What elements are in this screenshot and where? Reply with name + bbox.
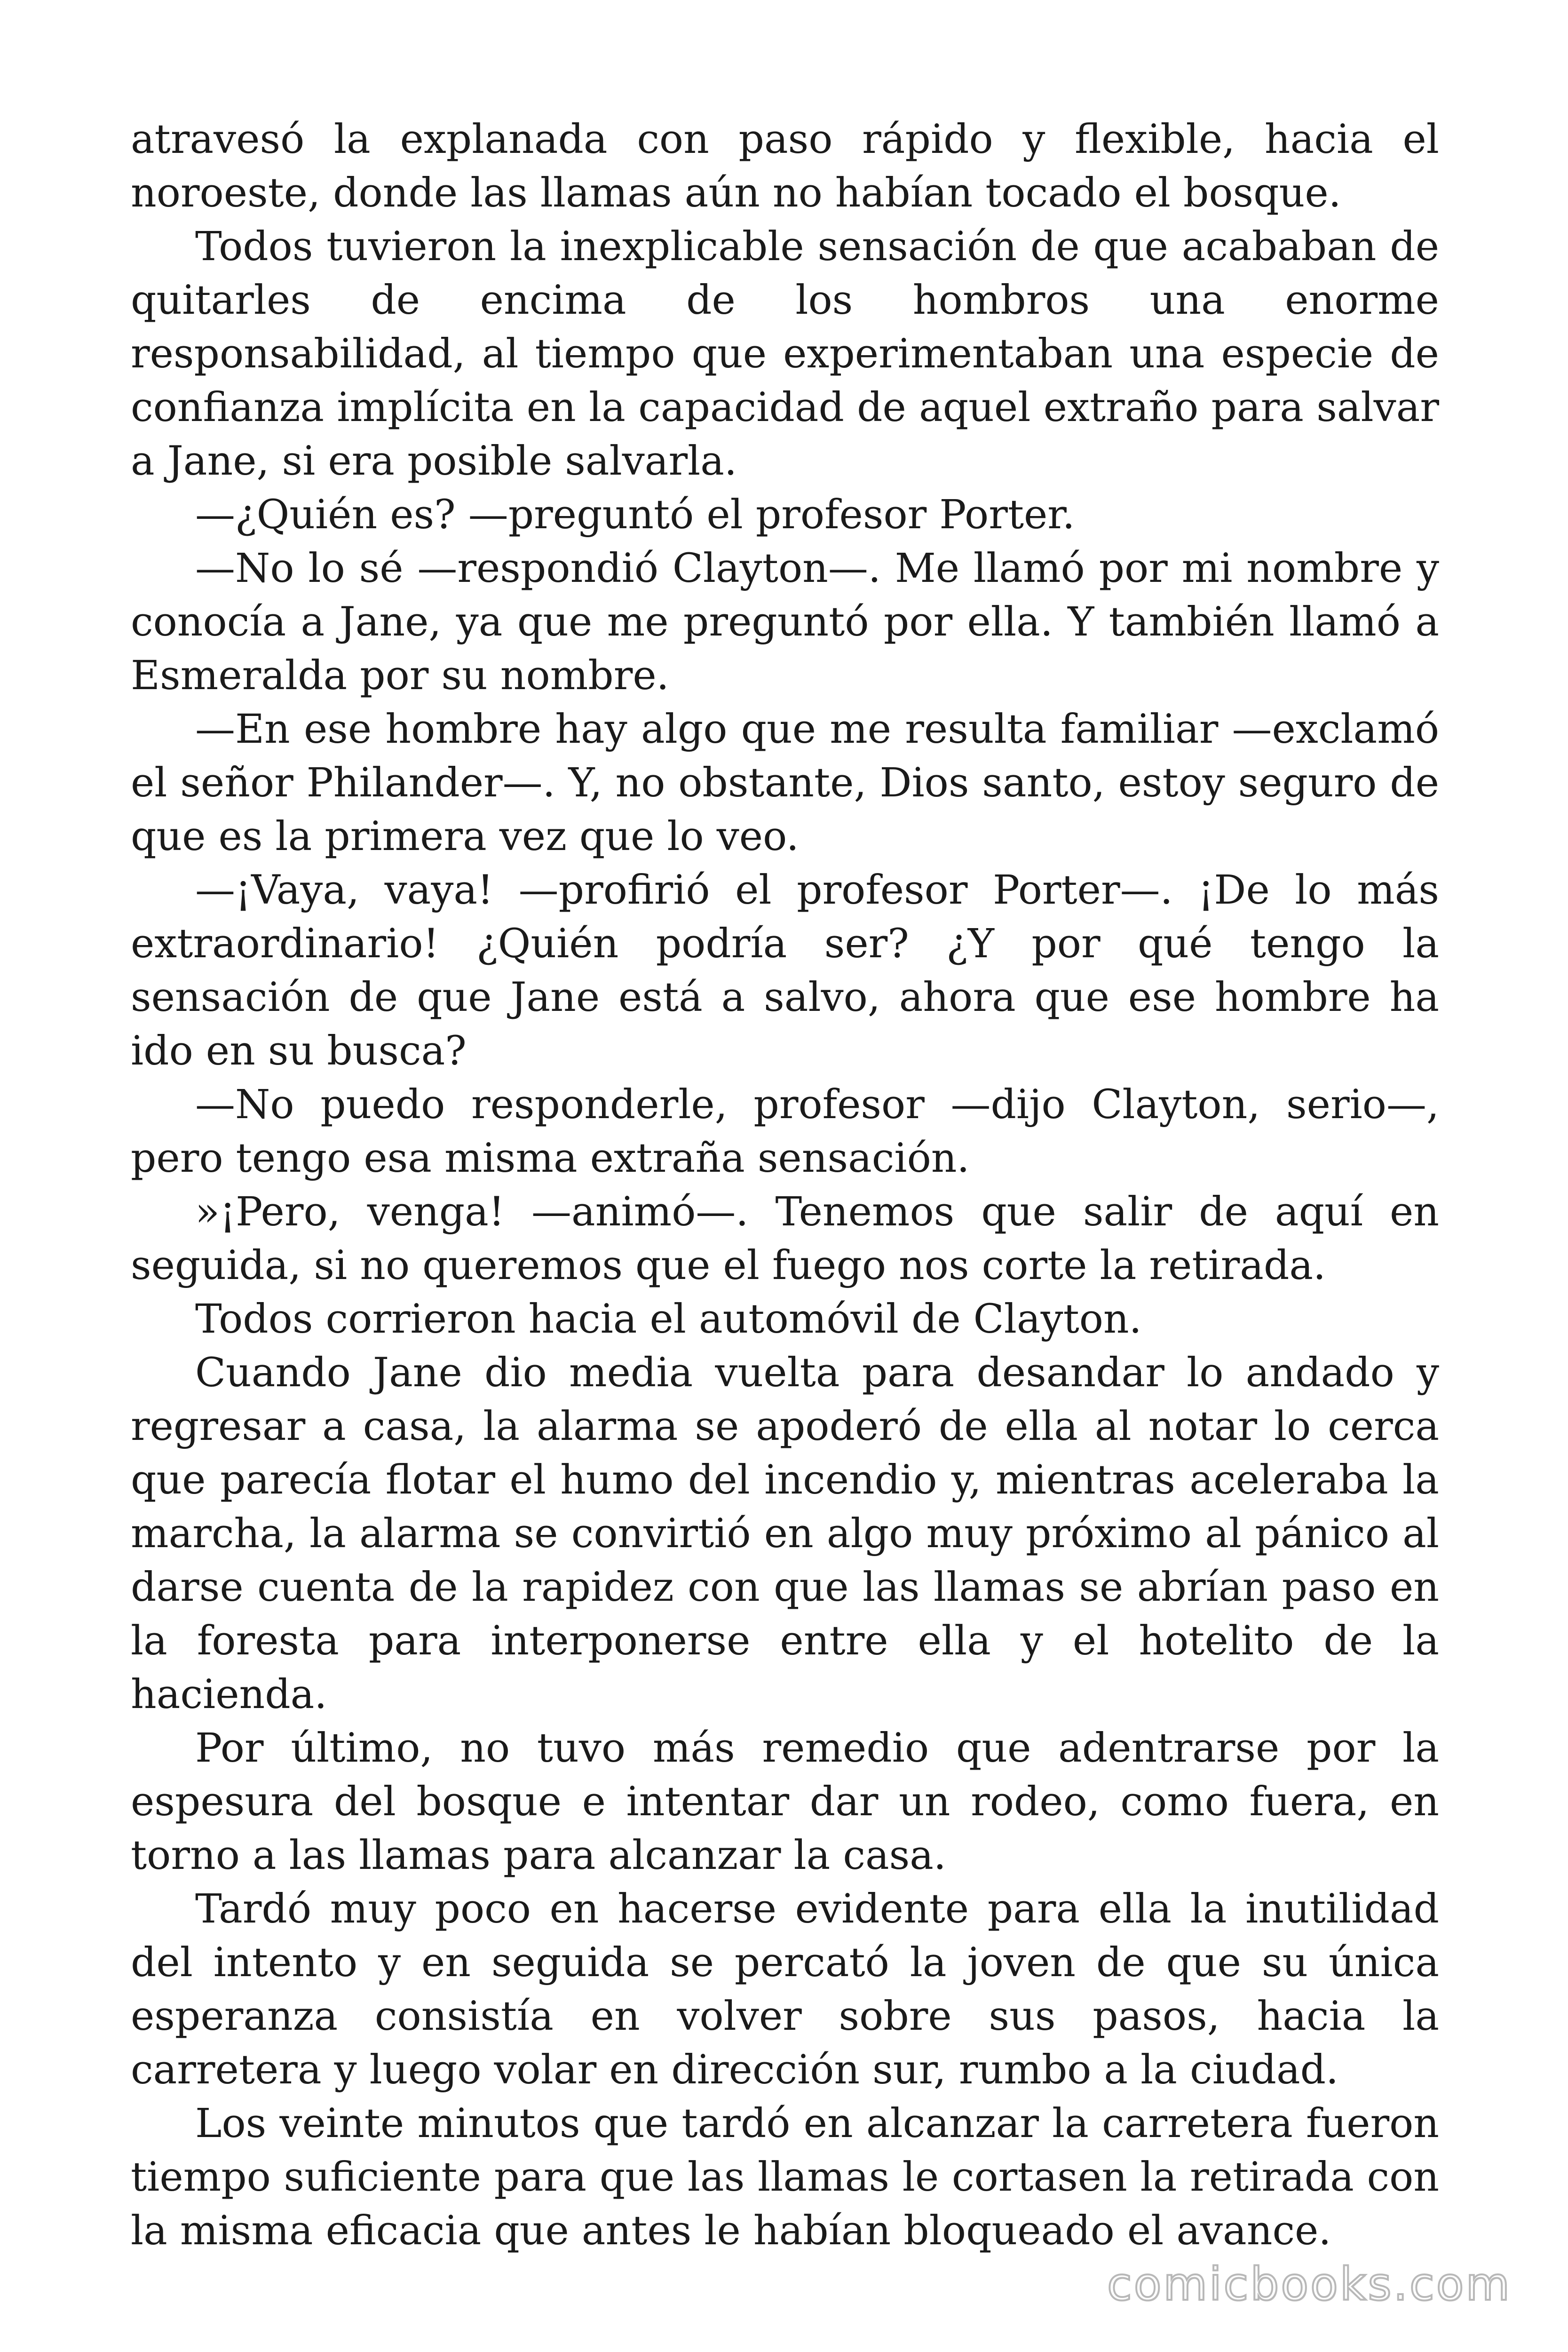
paragraph: —¡Vaya, vaya! —profirió el profesor Porter—. ¡De lo más extraordinario! ¿Quién podría ser? ¿Y por qué tengo la sensación de que Jane está a salvo, ahora que ese hombre ha ido en su busca? [131,867,1439,1074]
paragraph: —En ese hombre hay algo que me resulta familiar —exclamó el señor Philander—. Y, no obstante, Dios santo, estoy seguro de que es la primera vez que lo veo. [131,706,1439,860]
paragraph: Cuando Jane dio media vuelta para desandar lo andado y regresar a casa, la alarma se apoderó de ella al notar lo cerca que parecía flotar el humo del incendio y, mientras aceleraba la marcha, la alarma se convirtió en algo muy próximo al pánico al darse cuenta de la rapidez con que las llamas se abrían paso en la foresta para interponerse entre ella y el hotelito de la hacienda. [131,1350,1439,1718]
paragraph: Tardó muy poco en hacerse evidente para ella la inutilidad del intento y en seguida se percató la joven de que su única esperanza consistía en volver sobre sus pasos, hacia la carretera y luego volar en dirección sur, rumbo a la ciudad. [131,1886,1439,2093]
paragraph: atravesó la explanada con paso rápido y flexible, hacia el noroeste, donde las llamas aún no habían tocado el bosque. [131,116,1439,216]
paragraph: —No lo sé —respondió Clayton—. Me llamó por mi nombre y conocía a Jane, ya que me preguntó por ella. Y también llamó a Esmeralda por su nombre. [131,545,1439,699]
paragraph: Todos tuvieron la inexplicable sensación de que acababan de quitarles de encima de los hombros una enorme responsabilidad, al tiempo que experimentaban una especie de confianza implícita en la capacidad de aquel extraño para salvar a Jane, si era posible salvarla. [131,223,1439,485]
paragraph: »¡Pero, venga! —animó—. Tenemos que salir de aquí en seguida, si no queremos que el fuego nos corte la retirada. [131,1189,1439,1289]
paragraph: Todos corrieron hacia el automóvil de Clayton. [195,1296,1142,1343]
page-text [131,113,1439,2258]
paragraph: —¿Quién es? —preguntó el profesor Porter. [195,492,1075,538]
paragraph: Los veinte minutos que tardó en alcanzar la carretera fueron tiempo suficiente para que las llamas le cortasen la retirada con la misma eficacia que antes le habían bloqueado el avance. [131,2100,1439,2254]
watermark: comicbooks.com [1107,2258,1512,2311]
paragraph: Por último, no tuvo más remedio que adentrarse por la espesura del bosque e intentar dar un rodeo, como fuera, en torno a las llamas para alcanzar la casa. [131,1725,1439,1879]
paragraph: —No puedo responderle, profesor —dijo Clayton, serio—, pero tengo esa misma extraña sensación. [131,1081,1439,1182]
